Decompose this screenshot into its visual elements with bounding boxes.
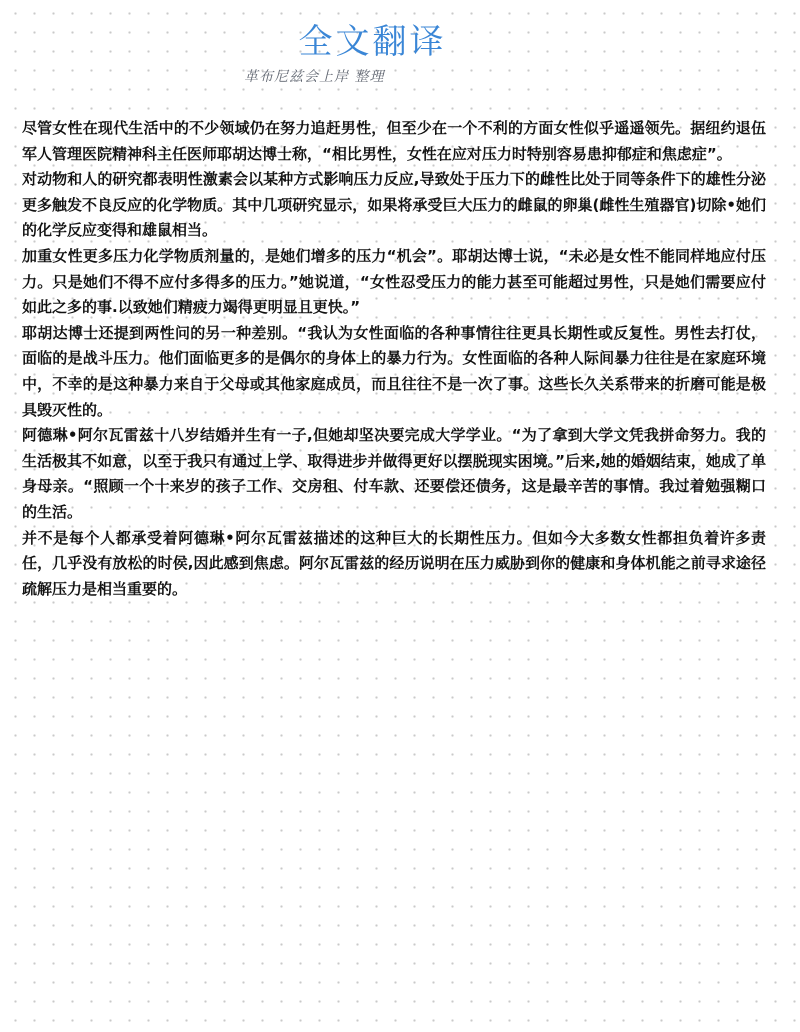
document-subtitle: 革布尼兹会上岸 整理 — [244, 69, 385, 85]
document-title: 全文翻译 — [298, 22, 447, 62]
paragraph: 阿德琳•阿尔瓦雷兹十八岁结婚并生有一子,但她却坚决要完成大学学业。“为了拿到大学文凭我拼命努力。我的生活极其不如意，以至于我只有通过上学、取得进步并做得更好以摆脱现实困境。”后来,她的婚姻结束，她成了单身母亲。“照顾一个十来岁的孩子工作、交房租、付车款、还要偿还债务，这是最辛苦的事情。我过着勉强糊口的生活。 — [22, 426, 766, 521]
paragraph: 加重女性更多压力化学物质剂量的，是她们增多的压力“机会”。耶胡达博士说，“未必是女性不能同样地应付压力。只是她们不得不应付多得多的压力。”她说道，“女性忍受压力的能力甚至可能超过男性，只是她们需要应付如此之多的事.以致她们精疲力竭得更明显且更快。” — [22, 246, 766, 317]
paragraph: 尽管女性在现代生活中的不少领域仍在努力追赶男性，但至少在一个不利的方面女性似乎遥遥领先。据纽约退伍军人管理医院精神科主任医师耶胡达博士称，“相比男性，女性在应对压力时特别容易患抑郁症和焦虑症”。 — [22, 119, 766, 163]
paragraph: 对动物和人的研究都表明性激素会以某种方式影响压力反应,导致处于压力下的雌性比处于同等条件下的雄性分泌更多触发不良反应的化学物质。其中几项研究显示，如果将承受巨大压力的雌鼠的卵巢(雌性生殖器官)切除•她们的化学反应变得和雄鼠相当。 — [22, 170, 766, 240]
document-body — [22, 116, 766, 602]
paragraph: 并不是每个人都承受着阿德琳•阿尔瓦雷兹描述的这种巨大的长期性压力。但如今大多数女性都担负着许多责任，几乎没有放松的时侯,因此感到焦虑。阿尔瓦雷兹的经历说明在压力威胁到你的健康和身体机能之前寻求途径疏解压力是相当重要的。 — [22, 528, 766, 598]
paragraph: 耶胡达博士还提到两性问的另一种差别。“我认为女性面临的各种事情往往更具长期性或反复性。男性去打仗，面临的是战斗压力。他们面临更多的是偶尔的身体上的暴力行为。女性面临的各种人际间暴力往往是在家庭环境中，不幸的是这种暴力来自于父母或其他家庭成员，而且往往不是一次了事。这些长久关系带来的折磨可能是极具毁灭性的。 — [22, 323, 766, 419]
